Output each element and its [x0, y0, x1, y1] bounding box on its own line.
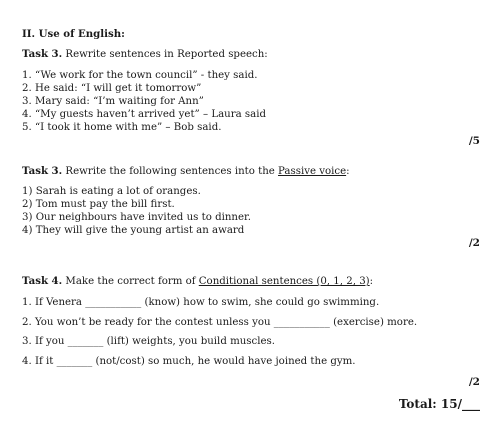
task-label: Task 3. [22, 165, 63, 177]
list-item: 2) Tom must pay the bill first. [22, 199, 175, 210]
task-score: /5 [468, 135, 480, 147]
list-item: 1) Sarah is eating a lot of oranges. [22, 186, 201, 197]
task-instruction-colon: : [346, 166, 350, 177]
task-label: Task 3. [22, 48, 63, 60]
list-item: 4. If it _______ (not/cost) so much, he would have joined the gym. [22, 356, 356, 367]
task-score: /2 [468, 376, 480, 388]
list-item: 3) Our neighbours have invited us to dinner. [22, 212, 251, 223]
list-item: 1. If Venera ___________ (know) how to swim, she could go swimming. [22, 297, 380, 308]
task-conditionals-heading [22, 275, 373, 287]
task-instruction-colon: : [369, 276, 374, 287]
task-passive-voice-list [22, 185, 251, 237]
task-topic-underlined: Passive voice [278, 166, 347, 177]
list-item: 4) They will give the young artist an award [22, 225, 245, 236]
list-item: 2. He said: “I will get it tomorrow” [22, 83, 202, 94]
list-item: 2. You won’t be ready for the contest unless you ___________ (exercise) more. [22, 317, 418, 328]
task-instruction: Make the correct form of [62, 276, 199, 287]
task-passive-voice-heading [22, 165, 350, 177]
list-item: 3. Mary said: “I’m waiting for Ann” [22, 96, 204, 107]
task-reported-speech-list [22, 69, 266, 134]
task-topic-underlined: Conditional sentences (0, 1, 2, 3) [198, 276, 370, 287]
list-item: 1. “We work for the town council” - they said. [22, 70, 258, 81]
task-label: Task 4. [22, 275, 63, 287]
section-title: II. Use of English: [22, 28, 125, 40]
task-score: /2 [468, 237, 480, 249]
total-score: Total: 15/___ [398, 397, 480, 411]
task-reported-speech-heading [22, 48, 268, 60]
list-item: 4. “My guests haven’t arrived yet” – Laura said [22, 109, 266, 120]
list-item: 3. If you _______ (lift) weights, you build muscles. [22, 336, 275, 347]
task-instruction: Rewrite sentences in Reported speech: [62, 49, 268, 60]
list-item: 5. “I took it home with me” – Bob said. [22, 122, 222, 133]
task-instruction: Rewrite the following sentences into the [62, 166, 279, 177]
